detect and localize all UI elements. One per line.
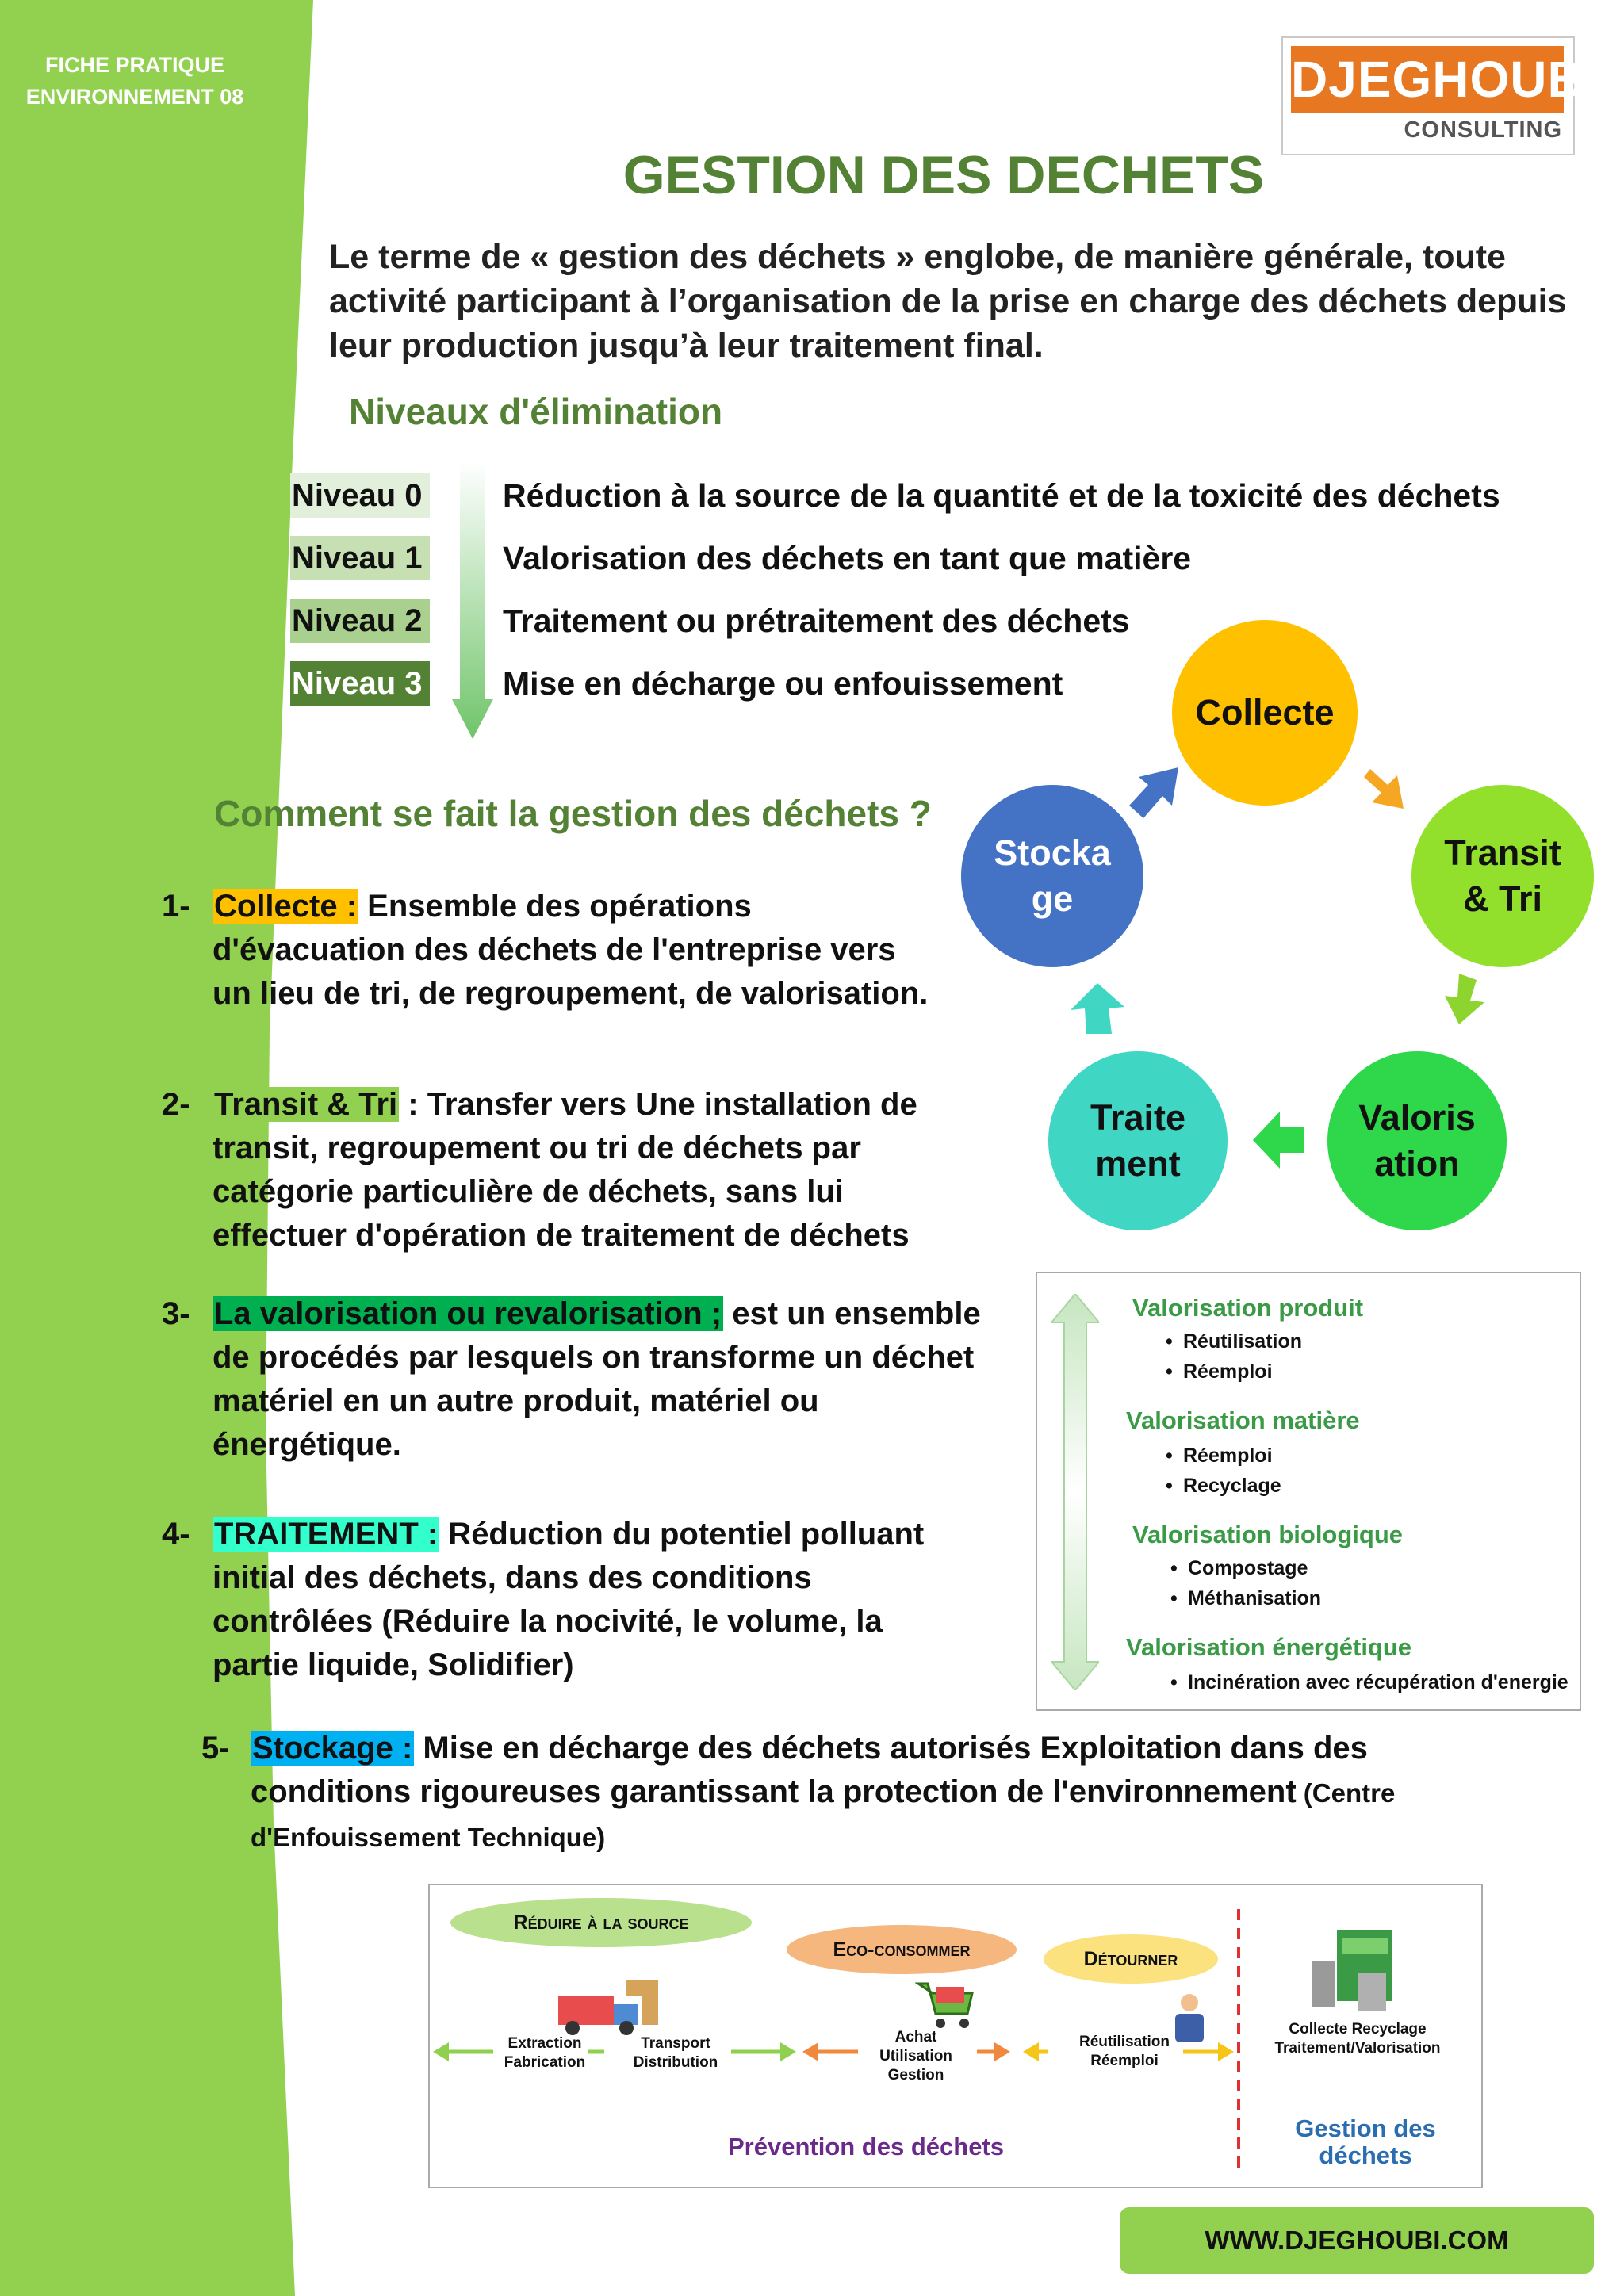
prevention-diagram — [428, 1884, 1483, 2188]
step-collecte — [162, 885, 942, 1016]
detourner-pill: Détourner — [1044, 1934, 1218, 1984]
page-title: GESTION DES DECHETS — [622, 145, 1265, 205]
eco-pill: Eco-consommer — [787, 1925, 1017, 1974]
intro-paragraph: Le terme de « gestion des déchets » englobe, de manière générale, toute activité participant à l’organisation de la prise en charge des déchets depuis leur production jusqu’à leur traitement final. — [329, 238, 1567, 365]
level-0-label: Niveau 0 — [290, 473, 430, 518]
step-valorisation — [162, 1292, 1005, 1467]
cycle-traitement — [1048, 1051, 1228, 1230]
valor-heading: Valorisation produit — [1132, 1294, 1364, 1322]
valor-item: • Réemploi — [1183, 1445, 1273, 1468]
step-number: 4- — [162, 1517, 190, 1552]
step-text: Réduction du potentiel polluant initial des déchets, dans des conditions contrôlées (Réduire la nocivité, le volume, la partie liquide, Solidifier) — [213, 1517, 925, 1682]
reduire-pill: Réduire à la source — [450, 1898, 752, 1947]
valor-item: • Méthanisation — [1188, 1587, 1321, 1610]
sheet-label-line1: FICHE PRATIQUE — [44, 53, 224, 77]
gestion-label: Gestion des déchets — [1295, 2114, 1436, 2169]
step-number: 3- — [162, 1296, 190, 1331]
valor-item: • Incinération avec récupération d'energie — [1188, 1671, 1568, 1694]
level-3-label: Niveau 3 — [290, 661, 430, 706]
cycle-collecte — [1172, 620, 1358, 806]
cycle-label: Transit & Tri — [1444, 832, 1561, 919]
double-arrow — [1051, 1294, 1099, 1690]
level-0-text: Réduction à la source de la quantité et de la toxicité des déchets — [503, 477, 1500, 514]
step-keyword: TRAITEMENT : — [214, 1517, 439, 1552]
valorisation-panel — [1036, 1272, 1581, 1711]
step-traitement — [162, 1513, 974, 1687]
sheet-label-line2: ENVIRONNEMENT 08 — [25, 85, 244, 109]
valor-heading: Valorisation matière — [1126, 1406, 1360, 1434]
cycle-label: Valoris ation — [1358, 1097, 1476, 1184]
company-logo — [1281, 36, 1600, 155]
level-1-text: Valorisation des déchets en tant que matière — [503, 540, 1192, 576]
sheet-label — [11, 49, 259, 113]
valor-heading: Valorisation énergétique — [1126, 1633, 1412, 1661]
cycle-valorisation — [1327, 1051, 1507, 1230]
arrow-collecte-to-transit — [1364, 761, 1411, 817]
valor-item: • Réutilisation — [1183, 1330, 1302, 1353]
transport-text: Transport Distribution — [633, 2035, 718, 2071]
reutilisation-text: Réutilisation Réemploi — [1078, 2034, 1170, 2069]
valor-item: • Recyclage — [1183, 1475, 1281, 1498]
step-keyword: Stockage : — [252, 1731, 413, 1766]
step-transit — [162, 1083, 942, 1257]
level-3-text: Mise en décharge ou enfouissement — [503, 665, 1063, 702]
valor-item: • Compostage — [1188, 1557, 1308, 1580]
step-number: 2- — [162, 1087, 190, 1122]
how-title: Comment se fait la gestion des déchets ? — [214, 793, 932, 834]
elimination-title: Niveaux d'élimination — [349, 391, 723, 432]
level-2-label: Niveau 2 — [290, 599, 430, 643]
step-text: Ensemble des opérations d'évacuation des déchets de l'entreprise vers un lieu de tri, de regroupement, de valorisation. — [213, 889, 929, 1011]
step-number: 5- — [201, 1731, 230, 1766]
valor-item: • Réemploi — [1183, 1360, 1273, 1383]
arrow-stockage-to-collecte — [1129, 764, 1182, 821]
level-2-text: Traitement ou prétraitement des déchets — [503, 603, 1130, 639]
cycle-transit — [1411, 785, 1594, 967]
website-link[interactable]: WWW.DJEGHOUBI.COM — [1120, 2207, 1594, 2274]
cycle-stockage — [961, 785, 1143, 967]
down-gradient-arrow — [452, 461, 493, 739]
step-keyword: Transit & Tri — [214, 1087, 398, 1122]
step-keyword: Collecte : — [214, 889, 358, 924]
cycle-label: Stocka ge — [994, 832, 1111, 919]
cycle-label: Traite ment — [1090, 1097, 1186, 1184]
step-text: : Transfer vers Une installation de transit, regroupement ou tri de déchets par catégorie particulière de déchets, sans lui effectuer d'opération de traitement de déchets — [213, 1087, 917, 1253]
arrow-transit-to-valorisation — [1435, 974, 1491, 1029]
extraction-text: Extraction Fabrication — [504, 2035, 586, 2071]
arrow-traitement-to-stockage — [1069, 983, 1126, 1040]
arrow-valorisation-to-traitement — [1253, 1108, 1304, 1172]
step-keyword: La valorisation ou revalorisation ; — [214, 1296, 722, 1331]
achat-text: Achat Utilisation Gestion — [879, 2029, 952, 2084]
logo-subtitle: CONSULTING — [1404, 117, 1562, 143]
recycling-bins-icon — [1310, 1927, 1397, 2014]
cycle-label: Collecte — [1195, 692, 1335, 733]
shopping-cart-icon — [915, 1980, 975, 2031]
step-text: Mise en décharge des déchets autorisés Exploitation dans des conditions rigoureuses garantissant la protection de l'environnement — [251, 1731, 1368, 1809]
valor-heading: Valorisation biologique — [1132, 1521, 1404, 1548]
logo-name: DJEGHOUBI — [1291, 46, 1564, 113]
collecte-text: Collecte Recyclage Traitement/Valorisation — [1274, 2021, 1441, 2057]
step-extra: (Centre d'Enfouissement Technique) — [251, 1778, 1396, 1852]
step-text: est un ensemble de procédés par lesquels on transforme un déchet matériel en un autre produit, matériel ou énergétique. — [213, 1296, 981, 1462]
level-1-label: Niveau 1 — [290, 536, 430, 580]
step-number: 1- — [162, 889, 190, 924]
step-stockage — [201, 1727, 1488, 1859]
truck-icon — [555, 1973, 666, 2036]
dashed-separator — [1235, 1909, 1242, 2171]
prevention-label: Prévention des déchets — [727, 2133, 1004, 2160]
